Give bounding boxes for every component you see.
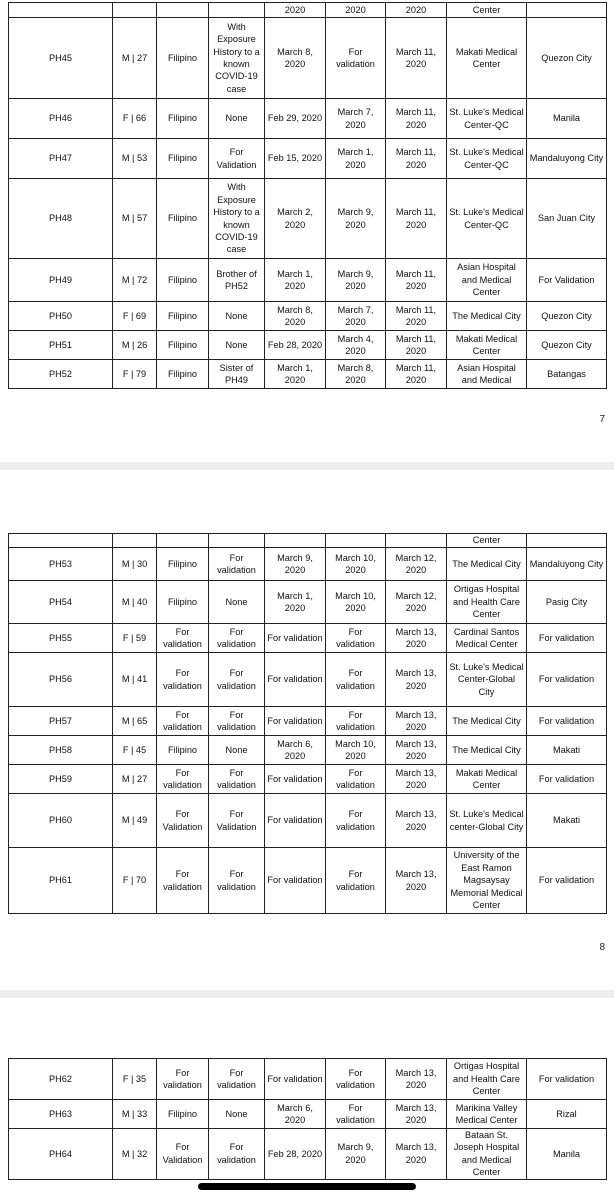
residence-cell: Manila — [527, 99, 607, 139]
admission-date-cell: March 9, 2020 — [326, 259, 386, 302]
nationality-cell: For validation — [157, 707, 209, 736]
sex-age-cell: M | 65 — [113, 707, 157, 736]
residence-cell: Quezon City — [527, 18, 607, 99]
symptom-onset-cell: March 8, 2020 — [265, 18, 326, 99]
residence-cell: Manila — [527, 1129, 607, 1180]
admission-date-cell: March 1, 2020 — [326, 139, 386, 179]
sex-age-cell: F | 70 — [113, 848, 157, 914]
symptom-onset-cell: Feb 29, 2020 — [265, 99, 326, 139]
case-id-cell: PH45 — [9, 18, 113, 99]
nationality-cell: For validation — [157, 848, 209, 914]
nationality-cell: For validation — [157, 765, 209, 794]
page-number: 8 — [599, 942, 605, 953]
sex-age-cell: M | 27 — [113, 765, 157, 794]
symptom-onset-cell: For validation — [265, 765, 326, 794]
symptom-onset-cell: Feb 15, 2020 — [265, 139, 326, 179]
facility-cell: Bataan St. Joseph Hospital and Medical Center — [447, 1129, 527, 1180]
sex-age-cell: F | 66 — [113, 99, 157, 139]
facility-cell: St. Luke's Medical Center-QC — [447, 179, 527, 259]
sex-age-cell: M | 57 — [113, 179, 157, 259]
travel-history-cell: None — [209, 331, 265, 360]
travel-history-cell: For Validation — [209, 794, 265, 848]
residence-cell: For validation — [527, 707, 607, 736]
confirmation-date-cell: March 13, 2020 — [386, 848, 447, 914]
header-cell: Center — [447, 3, 527, 18]
confirmation-date-cell: March 11, 2020 — [386, 18, 447, 99]
travel-history-cell: With Exposure History to a known COVID-19 case — [209, 179, 265, 259]
residence-cell: For validation — [527, 1059, 607, 1100]
nationality-cell: Filipino — [157, 581, 209, 624]
table-row — [9, 581, 607, 624]
header-cell — [157, 534, 209, 548]
admission-date-cell: For validation — [326, 765, 386, 794]
sex-age-cell: M | 41 — [113, 653, 157, 707]
facility-cell: The Medical City — [447, 548, 527, 581]
residence-cell: Quezon City — [527, 302, 607, 331]
confirmation-date-cell: March 11, 2020 — [386, 259, 447, 302]
sex-age-cell: M | 26 — [113, 331, 157, 360]
case-id-cell: PH59 — [9, 765, 113, 794]
travel-history-cell: For validation — [209, 548, 265, 581]
table-row — [9, 1129, 607, 1180]
nationality-cell: Filipino — [157, 139, 209, 179]
admission-date-cell: For validation — [326, 653, 386, 707]
admission-date-cell: March 10, 2020 — [326, 548, 386, 581]
travel-history-cell: None — [209, 736, 265, 765]
page-separator — [0, 990, 614, 998]
travel-history-cell: Sister of PH49 — [209, 360, 265, 389]
symptom-onset-cell: March 6, 2020 — [265, 736, 326, 765]
nationality-cell: Filipino — [157, 331, 209, 360]
nationality-cell: For Validation — [157, 1129, 209, 1180]
header-cell: Center — [447, 534, 527, 548]
header-cell — [9, 3, 113, 18]
cases-table-page-9 — [8, 1058, 607, 1180]
admission-date-cell: March 9, 2020 — [326, 179, 386, 259]
facility-cell: University of the East Ramon Magsaysay Memorial Medical Center — [447, 848, 527, 914]
symptom-onset-cell: For validation — [265, 1059, 326, 1100]
header-cell — [113, 3, 157, 18]
header-cell — [386, 534, 447, 548]
sex-age-cell: M | 30 — [113, 548, 157, 581]
confirmation-date-cell: March 11, 2020 — [386, 302, 447, 331]
case-id-cell: PH47 — [9, 139, 113, 179]
residence-cell: For validation — [527, 765, 607, 794]
symptom-onset-cell: March 6, 2020 — [265, 1100, 326, 1129]
residence-cell: Mandaluyong City — [527, 548, 607, 581]
sex-age-cell: F | 69 — [113, 302, 157, 331]
residence-cell: Pasig City — [527, 581, 607, 624]
header-cell: 2020 — [265, 3, 326, 18]
sex-age-cell: F | 35 — [113, 1059, 157, 1100]
facility-cell: Marikina Valley Medical Center — [447, 1100, 527, 1129]
table-row — [9, 736, 607, 765]
case-id-cell: PH49 — [9, 259, 113, 302]
table-row — [9, 765, 607, 794]
sex-age-cell: M | 49 — [113, 794, 157, 848]
sex-age-cell: M | 32 — [113, 1129, 157, 1180]
header-cell — [9, 534, 113, 548]
sex-age-cell: F | 79 — [113, 360, 157, 389]
case-id-cell: PH52 — [9, 360, 113, 389]
table-row — [9, 179, 607, 259]
header-cell — [527, 3, 607, 18]
header-cell — [326, 534, 386, 548]
table-row — [9, 624, 607, 653]
admission-date-cell: March 7, 2020 — [326, 302, 386, 331]
sex-age-cell: F | 59 — [113, 624, 157, 653]
admission-date-cell: For validation — [326, 1100, 386, 1129]
sex-age-cell: M | 27 — [113, 18, 157, 99]
header-cell: 2020 — [326, 3, 386, 18]
case-id-cell: PH54 — [9, 581, 113, 624]
travel-history-cell: For validation — [209, 707, 265, 736]
confirmation-date-cell: March 13, 2020 — [386, 765, 447, 794]
admission-date-cell: For validation — [326, 848, 386, 914]
confirmation-date-cell: March 11, 2020 — [386, 179, 447, 259]
confirmation-date-cell: March 13, 2020 — [386, 1059, 447, 1100]
facility-cell: St. Luke's Medical center-Global City — [447, 794, 527, 848]
symptom-onset-cell: For validation — [265, 707, 326, 736]
residence-cell: Makati — [527, 736, 607, 765]
sex-age-cell: M | 33 — [113, 1100, 157, 1129]
travel-history-cell: For validation — [209, 1129, 265, 1180]
symptom-onset-cell: March 8, 2020 — [265, 302, 326, 331]
travel-history-cell: For validation — [209, 848, 265, 914]
table-row — [9, 302, 607, 331]
nationality-cell: Filipino — [157, 18, 209, 99]
confirmation-date-cell: March 13, 2020 — [386, 1129, 447, 1180]
residence-cell: Batangas — [527, 360, 607, 389]
travel-history-cell: None — [209, 99, 265, 139]
nationality-cell: For validation — [157, 653, 209, 707]
nationality-cell: Filipino — [157, 302, 209, 331]
table-row — [9, 18, 607, 99]
sex-age-cell: M | 53 — [113, 139, 157, 179]
nationality-cell: Filipino — [157, 1100, 209, 1129]
facility-cell: St. Luke's Medical Center-Global City — [447, 653, 527, 707]
home-indicator[interactable] — [198, 1183, 416, 1190]
case-id-cell: PH61 — [9, 848, 113, 914]
case-id-cell: PH50 — [9, 302, 113, 331]
confirmation-date-cell: March 13, 2020 — [386, 624, 447, 653]
header-cell — [209, 3, 265, 18]
admission-date-cell: March 9, 2020 — [326, 1129, 386, 1180]
header-cell — [157, 3, 209, 18]
admission-date-cell: March 8, 2020 — [326, 360, 386, 389]
symptom-onset-cell: March 2, 2020 — [265, 179, 326, 259]
facility-cell: Makati Medical Center — [447, 765, 527, 794]
residence-cell: For validation — [527, 624, 607, 653]
nationality-cell: Filipino — [157, 736, 209, 765]
case-id-cell: PH56 — [9, 653, 113, 707]
table-row — [9, 360, 607, 389]
symptom-onset-cell: Feb 28, 2020 — [265, 1129, 326, 1180]
nationality-cell: Filipino — [157, 360, 209, 389]
residence-cell: Quezon City — [527, 331, 607, 360]
facility-cell: St. Luke's Medical Center-QC — [447, 139, 527, 179]
table-row — [9, 848, 607, 914]
symptom-onset-cell: March 1, 2020 — [265, 259, 326, 302]
travel-history-cell: For validation — [209, 624, 265, 653]
table-row — [9, 99, 607, 139]
nationality-cell: Filipino — [157, 259, 209, 302]
residence-cell: For Validation — [527, 259, 607, 302]
facility-cell: Ortigas Hospital and Health Care Center — [447, 581, 527, 624]
travel-history-cell: With Exposure History to a known COVID-19 case — [209, 18, 265, 99]
symptom-onset-cell: March 1, 2020 — [265, 360, 326, 389]
confirmation-date-cell: March 12, 2020 — [386, 548, 447, 581]
facility-cell: Makati Medical Center — [447, 331, 527, 360]
confirmation-date-cell: March 13, 2020 — [386, 1100, 447, 1129]
table-header-row — [9, 3, 607, 18]
table-row — [9, 548, 607, 581]
case-id-cell: PH57 — [9, 707, 113, 736]
sex-age-cell: M | 72 — [113, 259, 157, 302]
case-id-cell: PH53 — [9, 548, 113, 581]
nationality-cell: For validation — [157, 624, 209, 653]
symptom-onset-cell: March 1, 2020 — [265, 581, 326, 624]
admission-date-cell: March 7, 2020 — [326, 99, 386, 139]
sex-age-cell: M | 40 — [113, 581, 157, 624]
residence-cell: For validation — [527, 653, 607, 707]
table-header-row — [9, 534, 607, 548]
travel-history-cell: None — [209, 302, 265, 331]
facility-cell: The Medical City — [447, 736, 527, 765]
facility-cell: Makati Medical Center — [447, 18, 527, 99]
facility-cell: Asian Hospital and Medical Center — [447, 259, 527, 302]
confirmation-date-cell: March 11, 2020 — [386, 99, 447, 139]
case-id-cell: PH48 — [9, 179, 113, 259]
symptom-onset-cell: Feb 28, 2020 — [265, 331, 326, 360]
page-separator — [0, 462, 614, 470]
case-id-cell: PH55 — [9, 624, 113, 653]
cases-table-page-7 — [8, 2, 607, 389]
residence-cell: Rizal — [527, 1100, 607, 1129]
facility-cell: The Medical City — [447, 707, 527, 736]
residence-cell: Mandaluyong City — [527, 139, 607, 179]
nationality-cell: Filipino — [157, 548, 209, 581]
case-id-cell: PH58 — [9, 736, 113, 765]
confirmation-date-cell: March 11, 2020 — [386, 331, 447, 360]
table-row — [9, 653, 607, 707]
table-row — [9, 1100, 607, 1129]
admission-date-cell: March 10, 2020 — [326, 581, 386, 624]
page-number: 7 — [599, 414, 605, 425]
header-cell — [113, 534, 157, 548]
nationality-cell: Filipino — [157, 99, 209, 139]
residence-cell: For validation — [527, 848, 607, 914]
confirmation-date-cell: March 11, 2020 — [386, 139, 447, 179]
sex-age-cell: F | 45 — [113, 736, 157, 765]
travel-history-cell: None — [209, 1100, 265, 1129]
admission-date-cell: For validation — [326, 1059, 386, 1100]
confirmation-date-cell: March 11, 2020 — [386, 360, 447, 389]
confirmation-date-cell: March 13, 2020 — [386, 653, 447, 707]
table-row — [9, 139, 607, 179]
nationality-cell: Filipino — [157, 179, 209, 259]
travel-history-cell: For Validation — [209, 139, 265, 179]
header-cell: 2020 — [386, 3, 447, 18]
table-row — [9, 1059, 607, 1100]
residence-cell: Makati — [527, 794, 607, 848]
admission-date-cell: March 4, 2020 — [326, 331, 386, 360]
residence-cell: San Juan City — [527, 179, 607, 259]
symptom-onset-cell: For validation — [265, 794, 326, 848]
admission-date-cell: For validation — [326, 794, 386, 848]
case-id-cell: PH60 — [9, 794, 113, 848]
facility-cell: Asian Hospital and Medical — [447, 360, 527, 389]
travel-history-cell: For validation — [209, 765, 265, 794]
confirmation-date-cell: March 13, 2020 — [386, 794, 447, 848]
case-id-cell: PH46 — [9, 99, 113, 139]
travel-history-cell: For validation — [209, 653, 265, 707]
case-id-cell: PH51 — [9, 331, 113, 360]
case-id-cell: PH64 — [9, 1129, 113, 1180]
travel-history-cell: Brother of PH52 — [209, 259, 265, 302]
header-cell — [209, 534, 265, 548]
case-id-cell: PH62 — [9, 1059, 113, 1100]
cases-table-page-8 — [8, 533, 607, 914]
admission-date-cell: For validation — [326, 624, 386, 653]
confirmation-date-cell: March 13, 2020 — [386, 707, 447, 736]
case-id-cell: PH63 — [9, 1100, 113, 1129]
header-cell — [527, 534, 607, 548]
confirmation-date-cell: March 12, 2020 — [386, 581, 447, 624]
symptom-onset-cell: For validation — [265, 624, 326, 653]
admission-date-cell: For validation — [326, 707, 386, 736]
symptom-onset-cell: For validation — [265, 848, 326, 914]
table-row — [9, 707, 607, 736]
nationality-cell: For Validation — [157, 794, 209, 848]
table-row — [9, 259, 607, 302]
symptom-onset-cell: March 9, 2020 — [265, 548, 326, 581]
nationality-cell: For validation — [157, 1059, 209, 1100]
table-row — [9, 331, 607, 360]
facility-cell: Cardinal Santos Medical Center — [447, 624, 527, 653]
facility-cell: Ortigas Hospital and Health Care Center — [447, 1059, 527, 1100]
facility-cell: St. Luke's Medical Center-QC — [447, 99, 527, 139]
table-row — [9, 794, 607, 848]
header-cell — [265, 534, 326, 548]
admission-date-cell: For validation — [326, 18, 386, 99]
facility-cell: The Medical City — [447, 302, 527, 331]
symptom-onset-cell: For validation — [265, 653, 326, 707]
travel-history-cell: For validation — [209, 1059, 265, 1100]
confirmation-date-cell: March 13, 2020 — [386, 736, 447, 765]
travel-history-cell: None — [209, 581, 265, 624]
admission-date-cell: March 10, 2020 — [326, 736, 386, 765]
